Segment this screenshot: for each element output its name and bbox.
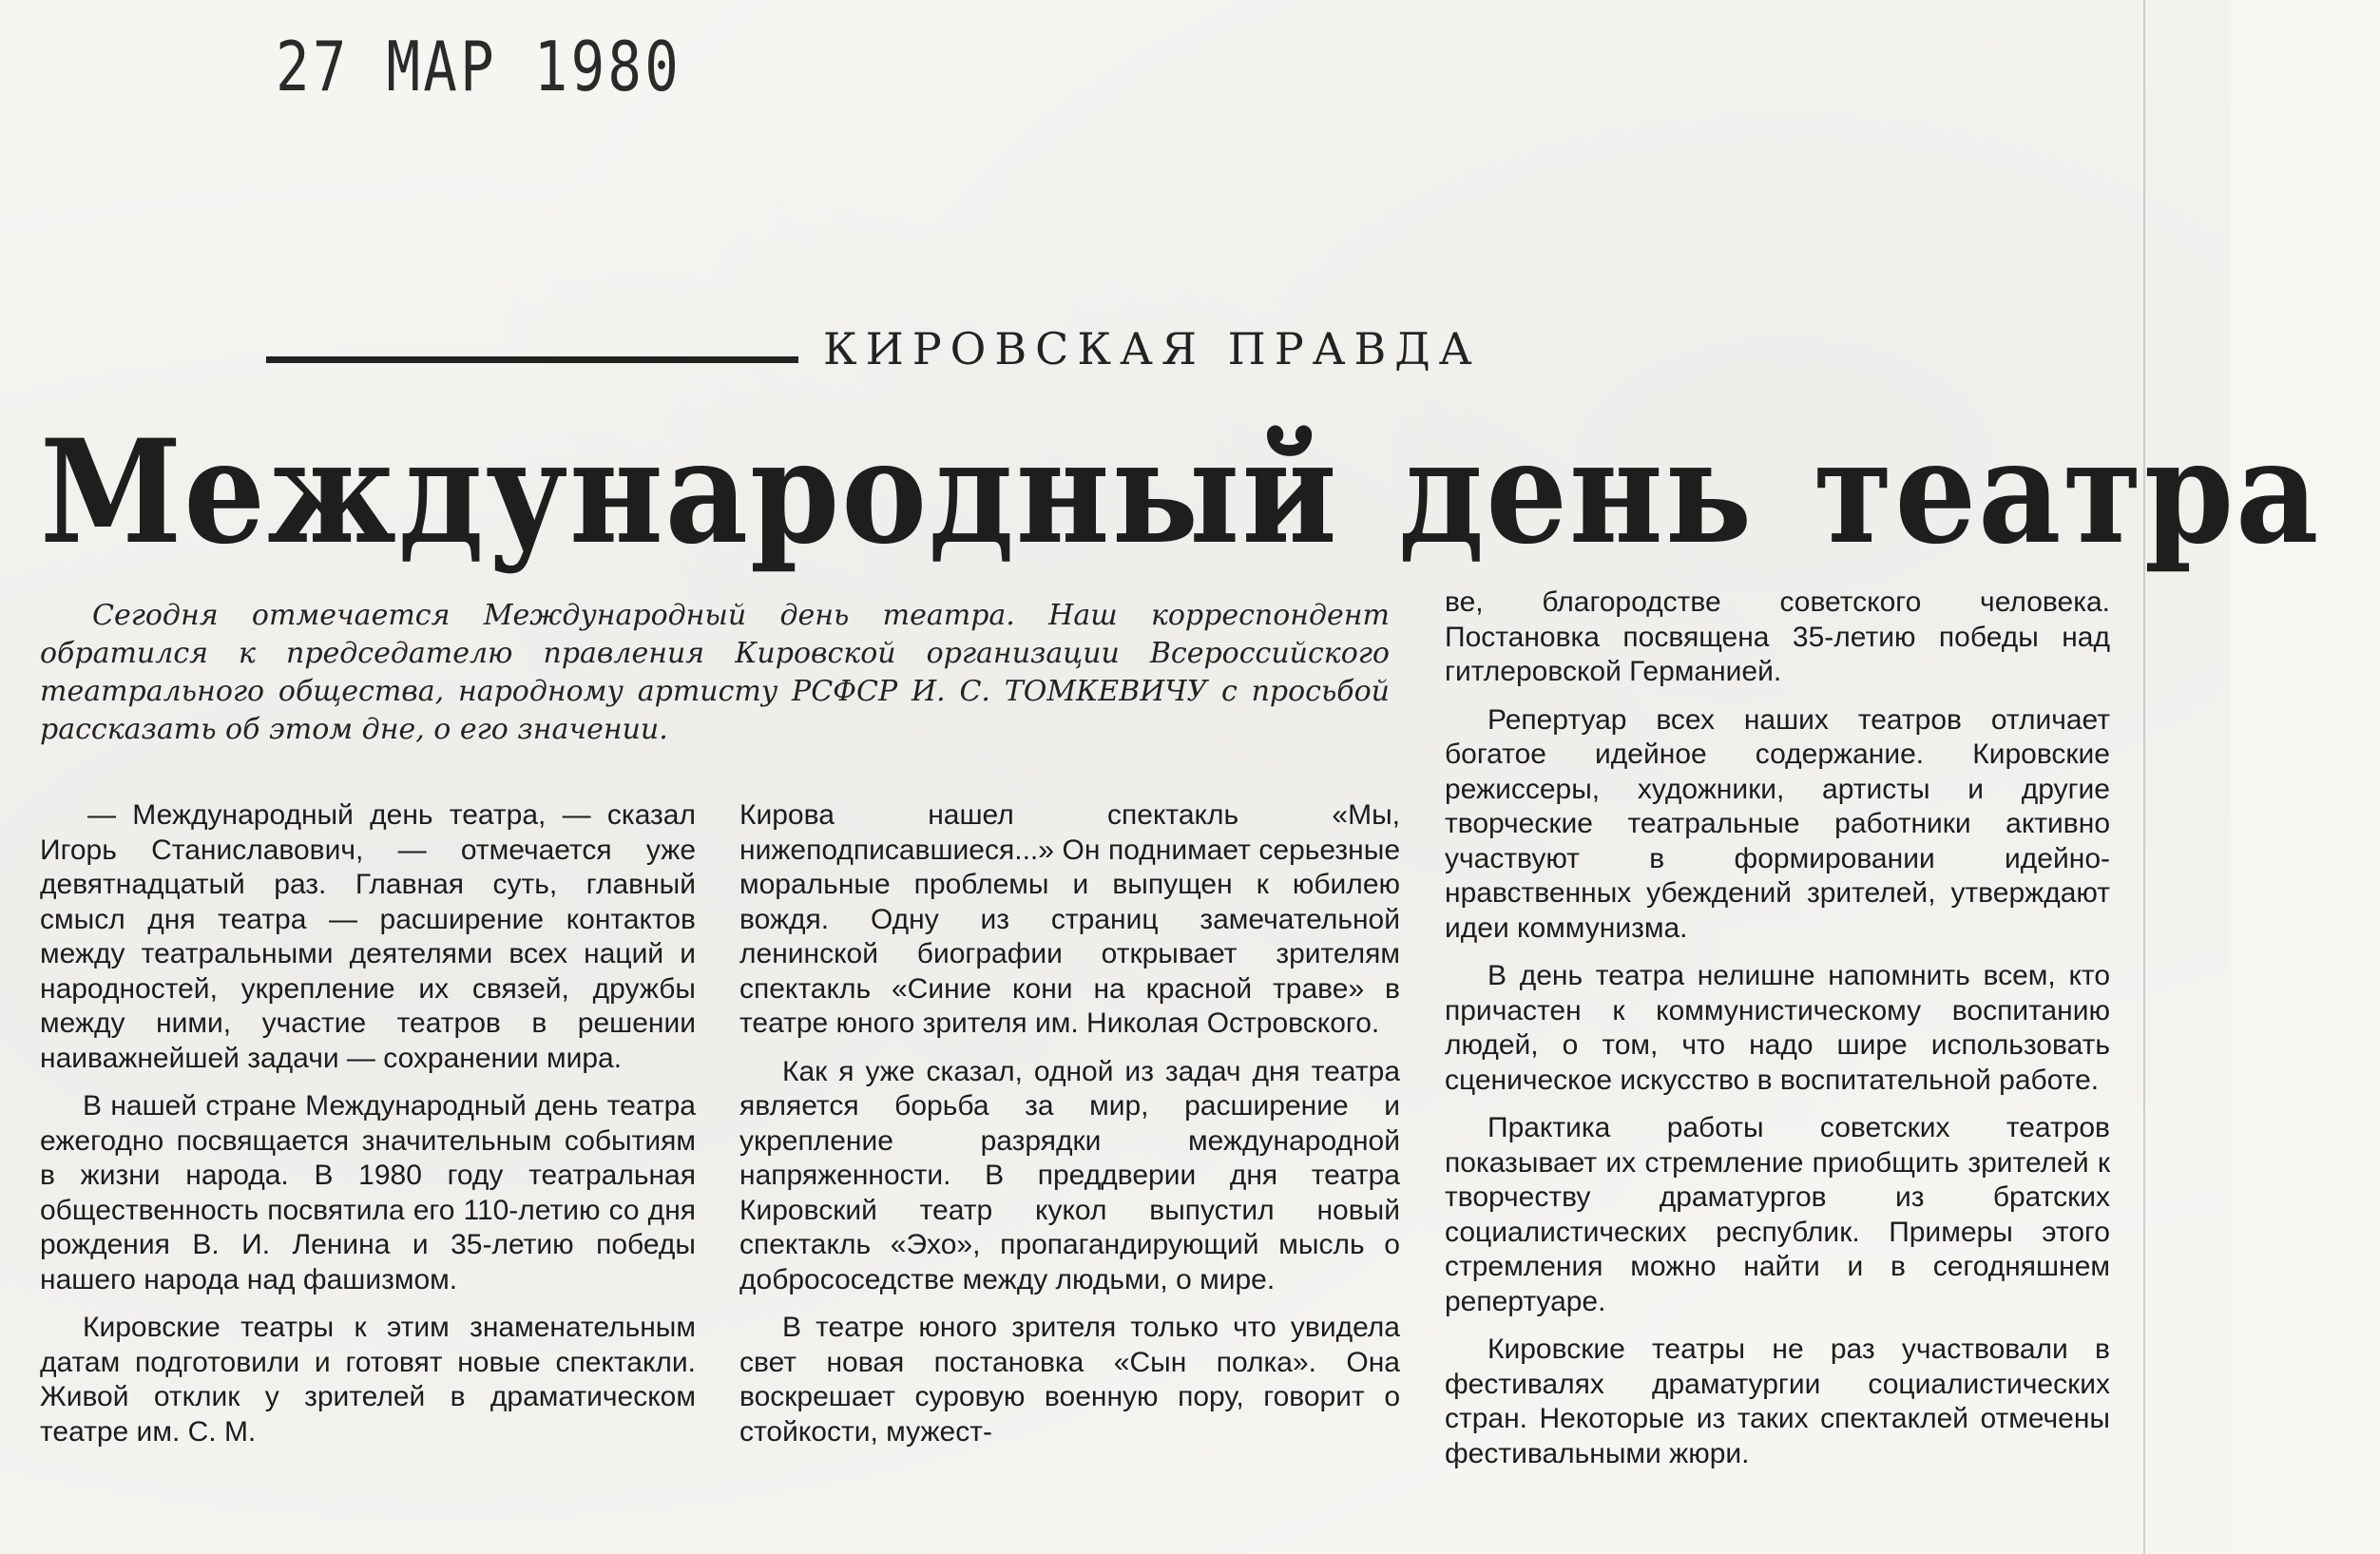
headline-word-2: день [1398,409,1754,576]
paragraph: Практика работы советских театров показывает их стремление приобщить зрителей к творчеству драматургов из братских социалистических республик. Примеры этого стремления можно найти и в сегодняшнем репертуаре. [1445,1112,2110,1317]
headline-word-3: театра [1813,409,2321,576]
date-stamp: 27 МАР 1980 [276,27,682,106]
paragraph: Кировские театры к этим знаменательным датам подготовили и готовят новые спектакли. Живой отклик у зрителей в драматическом театре им. С. М. [40,1312,696,1448]
paragraph: Кирова нашел спектакль «Мы, нижеподписавшиеся...» Он поднимает серьезные моральные проблемы и выпущен к юбилею вождя. Одну из страниц замечательной ленинской биографии открывает зрителям спектакль «Синие кони на красной траве» в театре юного зрителя им. Николая Островского. [739,799,1400,1039]
masthead-rule [266,356,798,363]
paragraph: В день театра нелишне напомнить всем, кто причастен к коммунистическому воспитанию людей, о том, что надо шире использовать сценическое искусство в воспитательной работе. [1445,960,2110,1096]
headline-word-1: Международный [40,409,1339,576]
paragraph: ве, благородстве советского человека. Постановка посвящена 35-летию победы над гитлеровской Германией. [1445,586,2110,687]
paragraph: Кировские театры не раз участвовали в фестивалях драматургии социалистических стран. Некоторые из таких спектаклей отмечены фестивальными жюри. [1445,1333,2110,1469]
article-column-2 [739,798,1400,1463]
paragraph: Репертуар всех наших театров отличает богатое идейное содержание. Кировские режиссеры, художники, артисты и другие творческие театральные работники активно участвуют в формировании идейно-нравственных убеждений зрителей, утверждают идеи коммунизма. [1445,703,2110,944]
clipping-edge [2143,0,2145,1554]
article-intro: Сегодня отмечается Международный день театра. Наш корреспондент обратился к председателю правления Кировской организации Всероссийского театрального общества, народному артисту РСФСР И. С. ТОМКЕВИЧУ с просьбой рассказать об этом дне, о его значении. [40,599,1390,746]
article-headline [40,409,2380,576]
article-column-1 [40,798,696,1463]
paragraph: — Международный день театра, — сказал Игорь Станиславович, — отмечается уже девятнадцатый раз. Главная суть, главный смысл дня театра — расширение контактов между театральными деятелями всех наций и народностей, укрепление их связей, дружбы между ними, участие театров в решении наиважнейшей задачи — сохранении мира. [40,799,696,1074]
article-column-3 [1445,585,2110,1485]
paragraph: Как я уже сказал, одной из задач дня театра является борьба за мир, расширение и укрепление разрядки международной напряженности. В преддверии дня театра Кировский театр кукол выпустил новый спектакль «Эхо», пропагандирующий мысль о добрососедстве между людьми, о мире. [739,1055,1400,1295]
paragraph: В нашей стране Международный день театра ежегодно посвящается значительным событиям в жизни народа. В 1980 году театральная общественность посвятила его 110-летию со дня рождения В. И. Ленина и 35-летию победы нашего народа над фашизмом. [40,1090,696,1295]
paragraph: В театре юного зрителя только что увидела свет новая постановка «Сын полка». Она воскрешает суровую военную пору, говорит о стойкости, мужест- [739,1312,1400,1448]
newspaper-masthead: КИРОВСКАЯ ПРАВДА [823,323,1481,374]
